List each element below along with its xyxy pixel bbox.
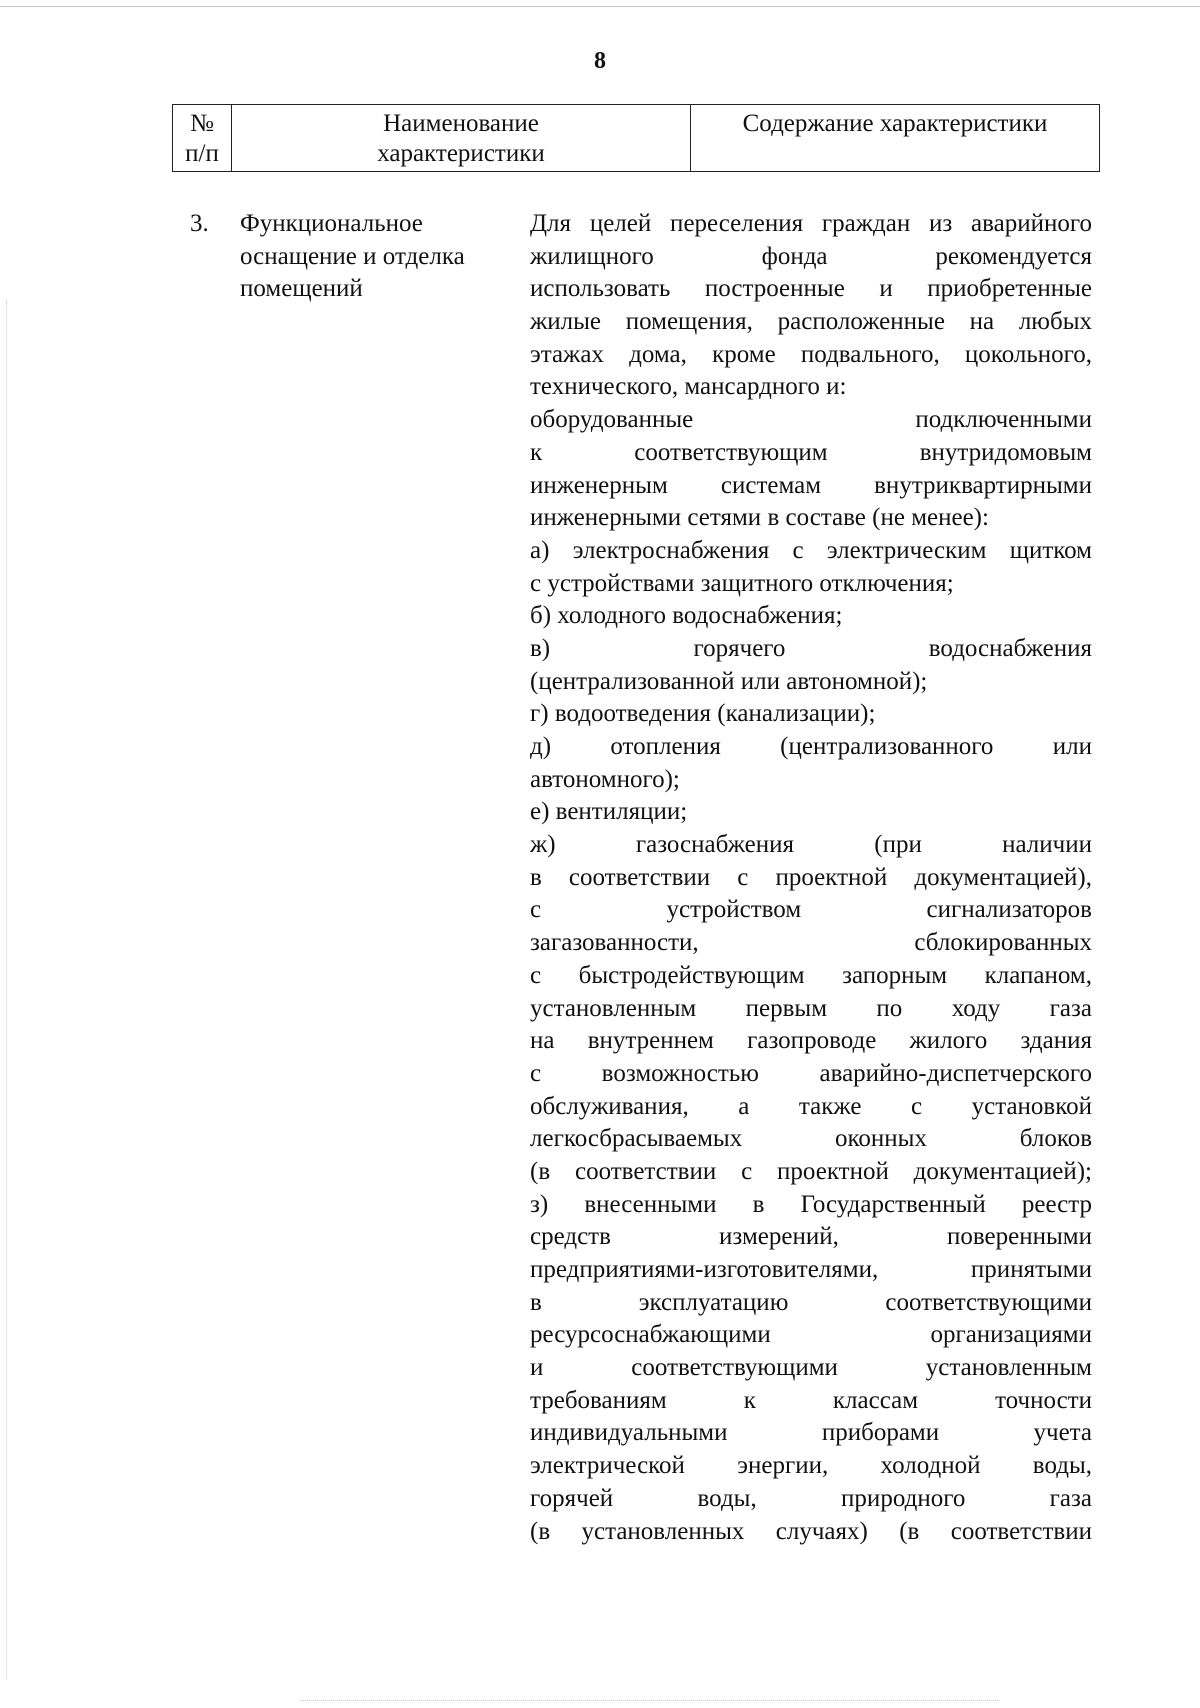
text-line: жилые помещения, расположенные на любых <box>530 308 1092 336</box>
text-line: к соответствующим внутридомовым <box>530 438 1092 466</box>
text-line: е) вентиляции; <box>530 798 688 826</box>
text-line: в) горячего водоснабжения <box>530 634 1092 662</box>
text-line: электрической энергии, холодной воды, <box>530 1452 1092 1480</box>
text-line: автономного); <box>530 765 680 793</box>
text-line: з) внесенными в Государственный реестр <box>530 1190 1092 1218</box>
text-line: предприятиями-изготовителями, принятыми <box>530 1256 1092 1283</box>
text-line: этажах дома, кроме подвального, цокольного, <box>530 340 1092 368</box>
table-header <box>172 104 1100 172</box>
text-line: помещений <box>240 275 363 303</box>
text-line: загазованности, сблокированных <box>530 929 1092 957</box>
text-line: инженерными сетями в составе (не менее): <box>530 504 989 532</box>
page-number: 8 <box>594 48 606 74</box>
text-line: с устройством сигнализаторов <box>530 896 1092 924</box>
header-content-column: Содержание характеристики <box>742 110 1048 137</box>
text-line: д) отопления (централизованного или <box>530 733 1092 760</box>
row-name <box>240 208 510 306</box>
text-line: (в установленных случаях) (в соответствии <box>530 1517 1092 1545</box>
text-line: (централизованной или автономной); <box>530 667 928 695</box>
text-line: ж) газоснабжения (при наличии <box>530 831 1092 859</box>
text-line: с возможностью аварийно-диспетчерского <box>530 1059 1092 1087</box>
text-line: в соответствии с проектной документацией), <box>530 863 1092 891</box>
text-line: Функциональное <box>240 210 423 237</box>
text-line: с устройствами защитного отключения; <box>530 569 954 597</box>
text-line: (в соответствии с проектной документацией); <box>530 1157 1092 1185</box>
text-line: горячей воды, природного газа <box>530 1484 1092 1512</box>
text-line: легкосбрасываемых оконных блоков <box>530 1125 1092 1153</box>
header-name-line: Наименование <box>383 110 539 137</box>
header-number-line: п/п <box>185 140 219 167</box>
text-line: установленным первым по ходу газа <box>530 994 1092 1022</box>
text-line: а) электроснабжения с электрическим щитком <box>530 536 1092 564</box>
scan-top-edge <box>0 0 1200 7</box>
header-number-line: № <box>190 110 214 137</box>
text-line: требованиям к классам точности <box>530 1386 1092 1414</box>
row-number: 3. <box>190 210 209 237</box>
text-line: средств измерений, поверенными <box>530 1223 1092 1251</box>
text-line: с быстродействующим запорным клапаном, <box>530 961 1092 989</box>
text-line: б) холодного водоснабжения; <box>530 602 843 630</box>
header-name-line: характеристики <box>377 140 545 167</box>
text-line: жилищного фонда рекомендуется <box>530 242 1092 270</box>
text-line: обслуживания, а также с установкой <box>530 1092 1092 1120</box>
text-line: на внутреннем газопроводе жилого здания <box>530 1027 1092 1055</box>
text-line: индивидуальными приборами учета <box>530 1419 1092 1447</box>
text-line: инженерным системам внутриквартирными <box>530 471 1092 499</box>
header-name-column <box>232 105 691 171</box>
scan-left-edge <box>6 300 8 1680</box>
text-line: г) водоотведения (канализации); <box>530 700 876 728</box>
text-line: ресурсоснабжающими организациями <box>530 1321 1092 1349</box>
text-line: в эксплуатацию соответствующими <box>530 1288 1092 1316</box>
text-line: оборудованные подключенными <box>530 406 1092 434</box>
text-line: Для целей переселения граждан из аварийного <box>530 210 1092 237</box>
scan-bottom-edge <box>300 1700 1000 1702</box>
row-content <box>530 208 1092 1548</box>
text-line: использовать построенные и приобретенные <box>530 275 1092 303</box>
text-line: и соответствующими установленным <box>530 1354 1092 1382</box>
text-line: оснащение и отделка <box>240 242 465 270</box>
header-number-column <box>173 105 232 171</box>
text-line: технического, мансардного и: <box>530 373 847 401</box>
